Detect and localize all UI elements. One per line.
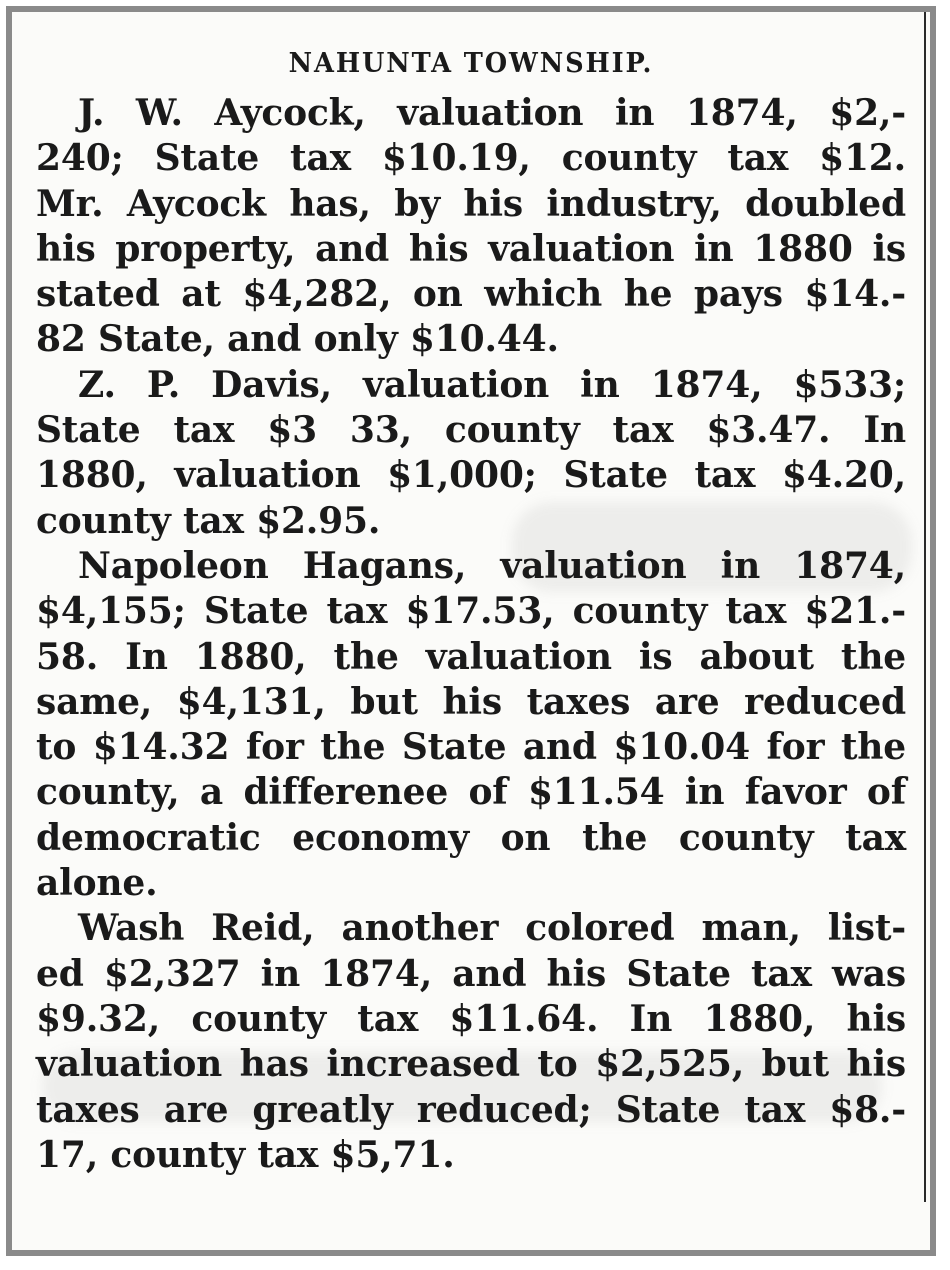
- paragraph-reid: [36, 906, 906, 1178]
- text-line: State tax $3 33, county tax $3.47. In: [36, 409, 906, 452]
- text-line: 58. In 1880, the valuation is about the: [36, 635, 906, 678]
- paragraph-hagans: [36, 544, 906, 906]
- text-line: $4,155; State tax $17.53, county tax $21.-: [36, 590, 906, 633]
- paragraph-davis: [36, 363, 906, 544]
- text-line: 17, county tax $5,71.: [36, 1133, 455, 1176]
- article: [36, 40, 906, 1178]
- text-line: to $14.32 for the State and $10.04 for the: [36, 726, 906, 769]
- text-line: J. W. Aycock, valuation in 1874, $2,-: [78, 92, 906, 134]
- text-line: 240; State tax $10.19, county tax $12.: [36, 137, 906, 180]
- paragraph-aycock: [36, 91, 906, 363]
- text-line: democratic economy on the county tax: [36, 816, 906, 859]
- text-line: Wash Reid, another colored man, list-: [78, 907, 906, 950]
- text-line: Z. P. Davis, valuation in 1874, $533;: [78, 363, 906, 406]
- text-line: same, $4,131, but his taxes are reduced: [36, 680, 906, 723]
- text-line: taxes are greatly reduced; State tax $8.-: [36, 1088, 906, 1131]
- article-heading: NAHUNTA TOWNSHIP.: [288, 48, 654, 79]
- text-line: ed $2,327 in 1874, and his State tax was: [36, 952, 906, 995]
- text-line: alone.: [36, 862, 158, 905]
- clipping-frame: [6, 6, 936, 1256]
- text-line: $9.32, county tax $11.64. In 1880, his: [36, 997, 906, 1040]
- text-line: his property, and his valuation in 1880 is: [36, 227, 906, 270]
- column-rule: [924, 12, 926, 1202]
- text-line: 1880, valuation $1,000; State tax $4.20,: [36, 454, 906, 497]
- text-line: county, a differenee of $11.54 in favor of: [36, 771, 906, 814]
- text-line: Mr. Aycock has, by his industry, doubled: [36, 182, 906, 225]
- text-line: 82 State, and only $10.44.: [36, 318, 559, 361]
- text-line: Napoleon Hagans, valuation in 1874,: [78, 544, 906, 587]
- text-line: county tax $2.95.: [36, 499, 381, 542]
- text-line: stated at $4,282, on which he pays $14.-: [36, 273, 906, 316]
- text-line: valuation has increased to $2,525, but his: [36, 1043, 906, 1086]
